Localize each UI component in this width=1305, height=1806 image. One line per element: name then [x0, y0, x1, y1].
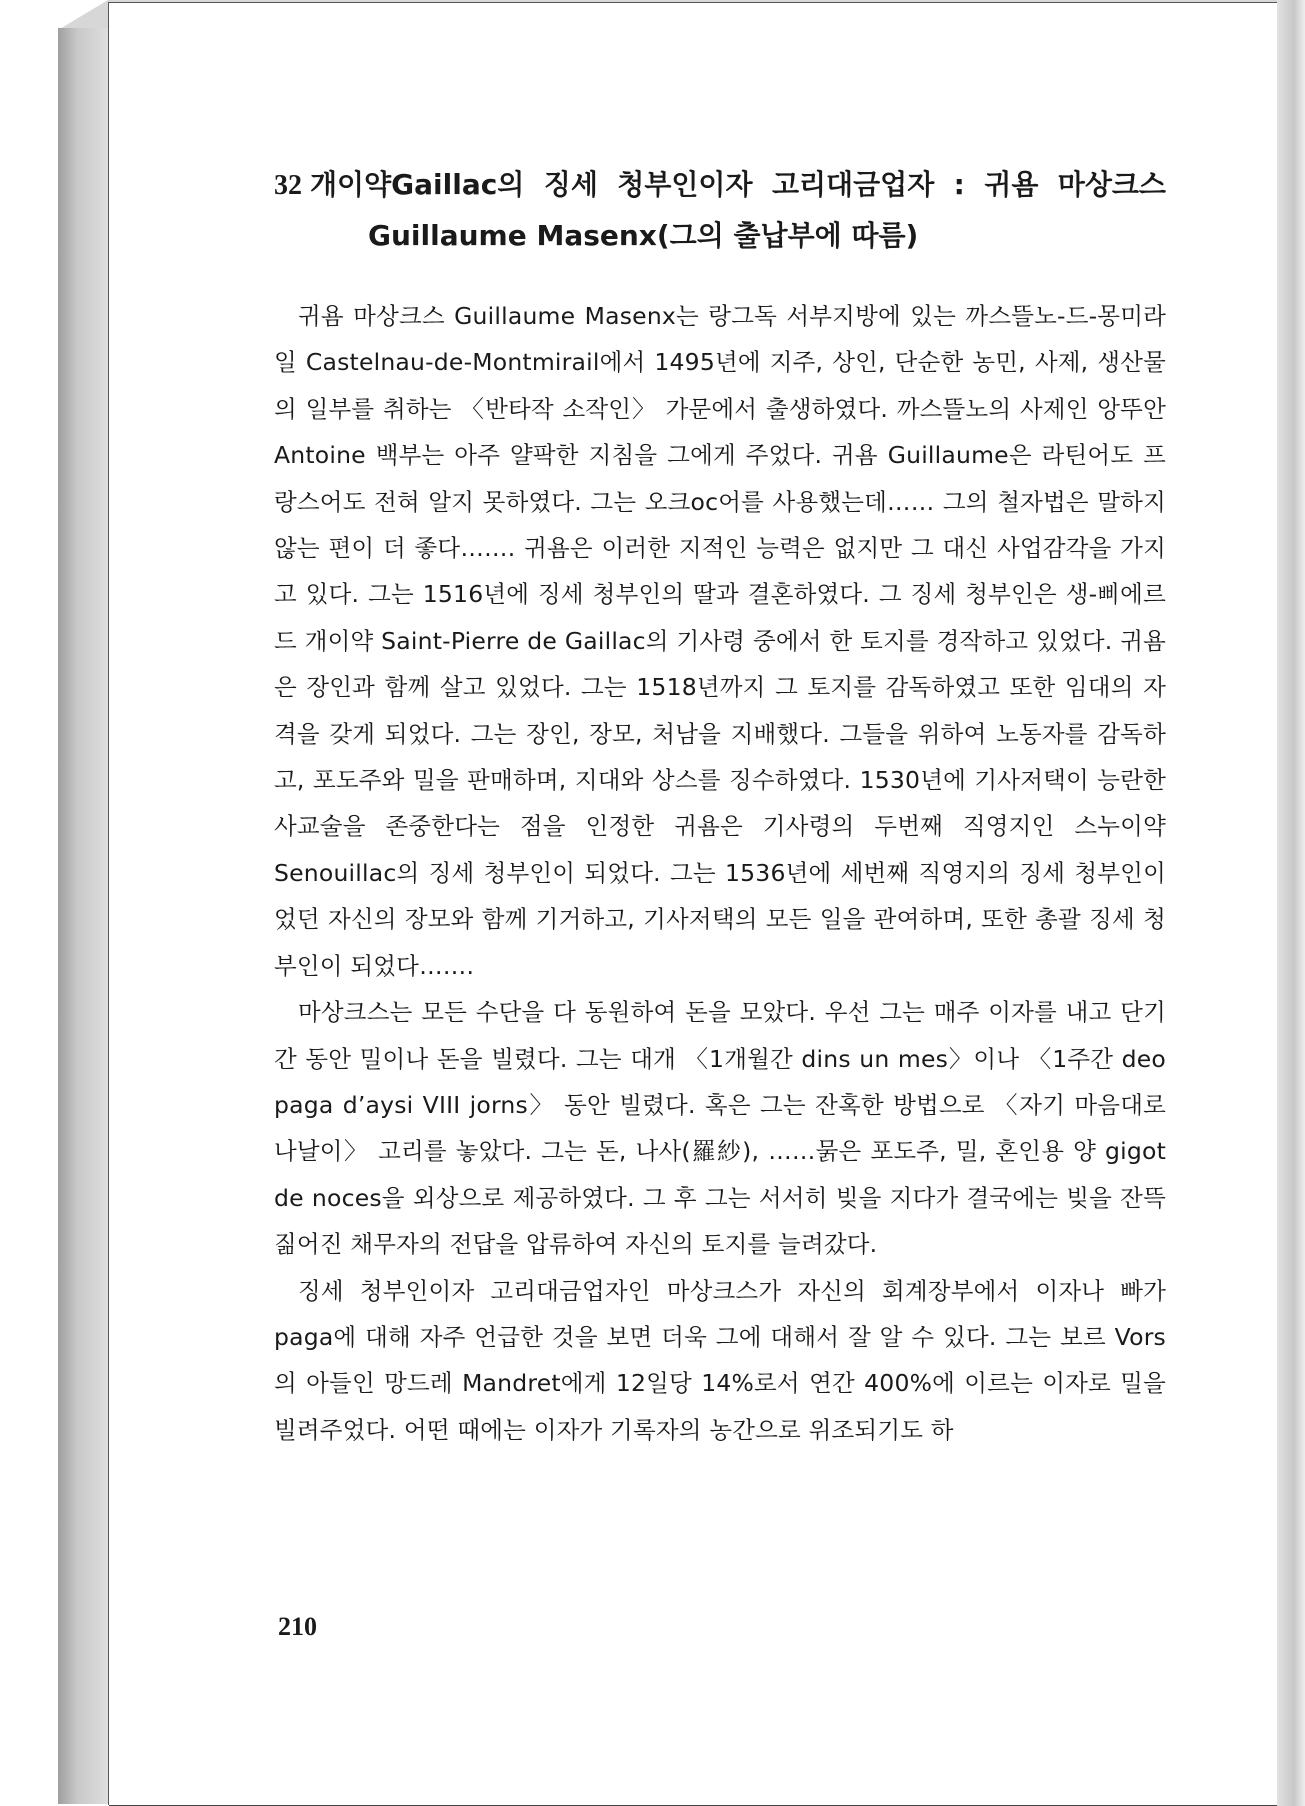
page-number: 210 [278, 1612, 317, 1641]
section-heading [274, 160, 1166, 261]
section-title-line1: 개이약Gaillac의 징세 청부인이자 고리대금업자 : 귀욤 마상크스 [310, 168, 1166, 201]
section-number: 32 [274, 170, 302, 201]
page-content [274, 160, 1166, 1453]
body-paragraph: 귀욤 마상크스 Guillaume Masenx는 랑그독 서부지방에 있는 까스뜰노-드-몽미라일 Castelnau-de-Montmirail에서 1495년에 지주, 상인, 단순한 농민, 사제, 생산물의 일부를 취하는 〈반타작 소작인〉 가문에서 출생하였다. 까스뜰노의 사제인 앙뚜안 Antoine 백부는 아주 얄팍한 지침을 그에게 주었다. 귀욤 Guillaume은 라틴어도 프랑스어도 전혀 알지 못하였다. 그는 오크oc어를 사용했는데…… 그의 철자법은 말하지 않는 편이 더 좋다……. 귀욤은 이러한 지적인 능력은 없지만 그 대신 사업감각을 가지고 있다. 그는 1516년에 징세 청부인의 딸과 결혼하였다. 그 징세 청부인은 생-삐에르 드 개이약 Saint-Pierre de Gaillac의 기사령 중에서 한 토지를 경작하고 있었다. 귀욤은 장인과 함께 살고 있었다. 그는 1518년까지 그 토지를 감독하였고 또한 임대의 자격을 갖게 되었다. 그는 장인, 장모, 처남을 지배했다. 그들을 위하여 노동자를 감독하고, 포도주와 밀을 판매하며, 지대와 상스를 징수하였다. 1530년에 기사저택이 능란한 사교술을 존중한다는 점을 인정한 귀욤은 기사령의 두번째 직영지인 스누이약 Senouillac의 징세 청부인이 되었다. 그는 1536년에 세번째 직영지의 징세 청부인이었던 자신의 장모와 함께 기거하고, 기사저택의 모든 일을 관여하며, 또한 총괄 징세 청부인이 되었다……. [274, 302, 1166, 980]
section-title-line2: Guillaume Masenx(그의 출납부에 따름) [368, 219, 919, 252]
body-paragraph: 징세 청부인이자 고리대금업자인 마상크스가 자신의 회계장부에서 이자나 빠가 paga에 대해 자주 언급한 것을 보면 더욱 그에 대해서 잘 알 수 있다. 그는 보르 Vors의 아들인 망드레 Mandret에게 12일당 14%로서 연간 400%에 이르는 이자로 밀을 빌려주었다. 어떤 때에는 이자가 기록자의 농간으로 위조되기도 하 [274, 1276, 1166, 1444]
body-paragraph: 마상크스는 모든 수단을 다 동원하여 돈을 모았다. 우선 그는 매주 이자를 내고 단기간 동안 밀이나 돈을 빌렸다. 그는 대개 〈1개월간 dins un mes〉이나 〈1주간 deo paga d’aysi VIII jorns〉 동안 빌렸다. 혹은 그는 잔혹한 방법으로 〈자기 마음대로 나날이〉 고리를 놓았다. 그는 돈, 나사(羅紗), ……묽은 포도주, 밀, 혼인용 양 gigot de noces을 외상으로 제공하였다. 그 후 그는 서서히 빚을 지다가 결국에는 빚을 잔뜩 짊어진 채무자의 전답을 압류하여 자신의 토지를 늘려갔다. [274, 998, 1166, 1259]
page-right-edge [1277, 0, 1305, 1806]
book-spine [58, 28, 108, 1804]
